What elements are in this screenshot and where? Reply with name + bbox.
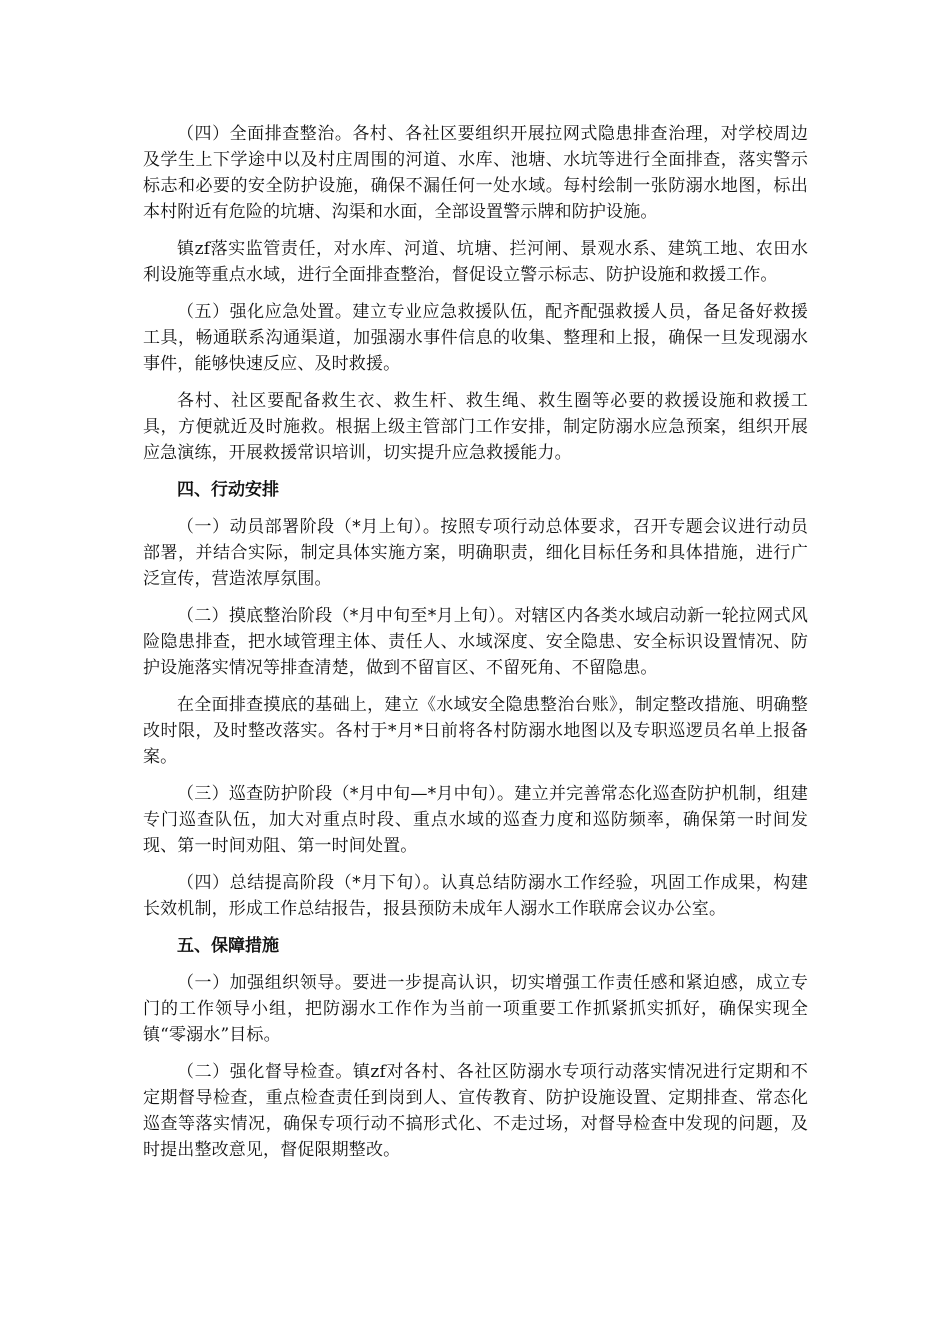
paragraph-inspection: （四）全面排查整治。各村、各社区要组织开展拉网式隐患排查治理，对学校周边及学生上下学途中以及村庄周围的河道、水库、池塘、水坑等进行全面排查，落实警示标志和必要的安全防护设施，确保不漏任何一处水域。每村绘制一张防溺水地图，标出本村附近有危险的坑塘、沟渠和水面，全部设置警示牌和防护设施。 bbox=[143, 124, 808, 222]
paragraph-mobilization: （一）动员部署阶段（*月上旬）。按照专项行动总体要求，召开专题会议进行动员部署，并结合实际，制定具体实施方案，明确职责，细化目标任务和具体措施，进行广泛宣传，营造浓厚氛围。 bbox=[143, 517, 808, 589]
paragraph-supervision: 镇zf落实监管责任，对水库、河道、坑塘、拦河闸、景观水系、建筑工地、农田水利设施等重点水域，进行全面排查整治，督促设立警示标志、防护设施和救援工作。 bbox=[143, 239, 808, 285]
paragraph-leadership: （一）加强组织领导。要进一步提高认识，切实增强工作责任感和紧迫感，成立专门的工作领导小组，把防溺水工作作为当前一项重要工作抓紧抓实抓好，确保实现全镇“零溺水”目标。 bbox=[143, 973, 808, 1045]
paragraph-summary: （四）总结提高阶段（*月下旬）。认真总结防溺水工作经验，巩固工作成果，构建长效机制，形成工作总结报告，报县预防未成年人溺水工作联席会议办公室。 bbox=[143, 873, 808, 919]
paragraph-inspection-supervision: （二）强化督导检查。镇zf对各村、各社区防溺水专项行动落实情况进行定期和不定期督导检查，重点检查责任到岗到人、宣传教育、防护设施设置、定期排查、常态化巡查等落实情况，确保专项行动不搞形式化、不走过场，对督导检查中发现的问题，及时提出整改意见，督促限期整改。 bbox=[143, 1062, 808, 1160]
paragraph-survey-rectification: （二）摸底整治阶段（*月中旬至*月上旬）。对辖区内各类水域启动新一轮拉网式风险隐患排查，把水域管理主体、责任人、水域深度、安全隐患、安全标识设置情况、防护设施落实情况等排查清楚，做到不留盲区、不留死角、不留隐患。 bbox=[143, 606, 808, 678]
section-heading-action-plan: 四、行动安排 bbox=[177, 480, 279, 500]
paragraph-rescue-equipment: 各村、社区要配备救生衣、救生杆、救生绳、救生圈等必要的救援设施和救援工具，方便就近及时施救。根据上级主管部门工作安排，制定防溺水应急预案，组织开展应急演练，开展救援常识培训，切实提升应急救援能力。 bbox=[143, 391, 808, 463]
section-heading-safeguards: 五、保障措施 bbox=[177, 936, 279, 956]
document-body bbox=[143, 121, 808, 1174]
paragraph-ledger: 在全面排查摸底的基础上，建立《水域安全隐患整治台账》，制定整改措施、明确整改时限，及时整改落实。各村于*月*日前将各村防溺水地图以及专职巡逻员名单上报备案。 bbox=[143, 695, 808, 767]
paragraph-emergency: （五）强化应急处置。建立专业应急救援队伍，配齐配强救援人员，备足备好救援工具，畅通联系沟通渠道，加强溺水事件信息的收集、整理和上报，确保一旦发现溺水事件，能够快速反应、及时救援。 bbox=[143, 302, 808, 374]
paragraph-patrol: （三）巡查防护阶段（*月中旬—*月中旬）。建立并完善常态化巡查防护机制，组建专门巡查队伍，加大对重点时段、重点水域的巡查力度和巡防频率，确保第一时间发现、第一时间劝阻、第一时间处置。 bbox=[143, 784, 808, 856]
